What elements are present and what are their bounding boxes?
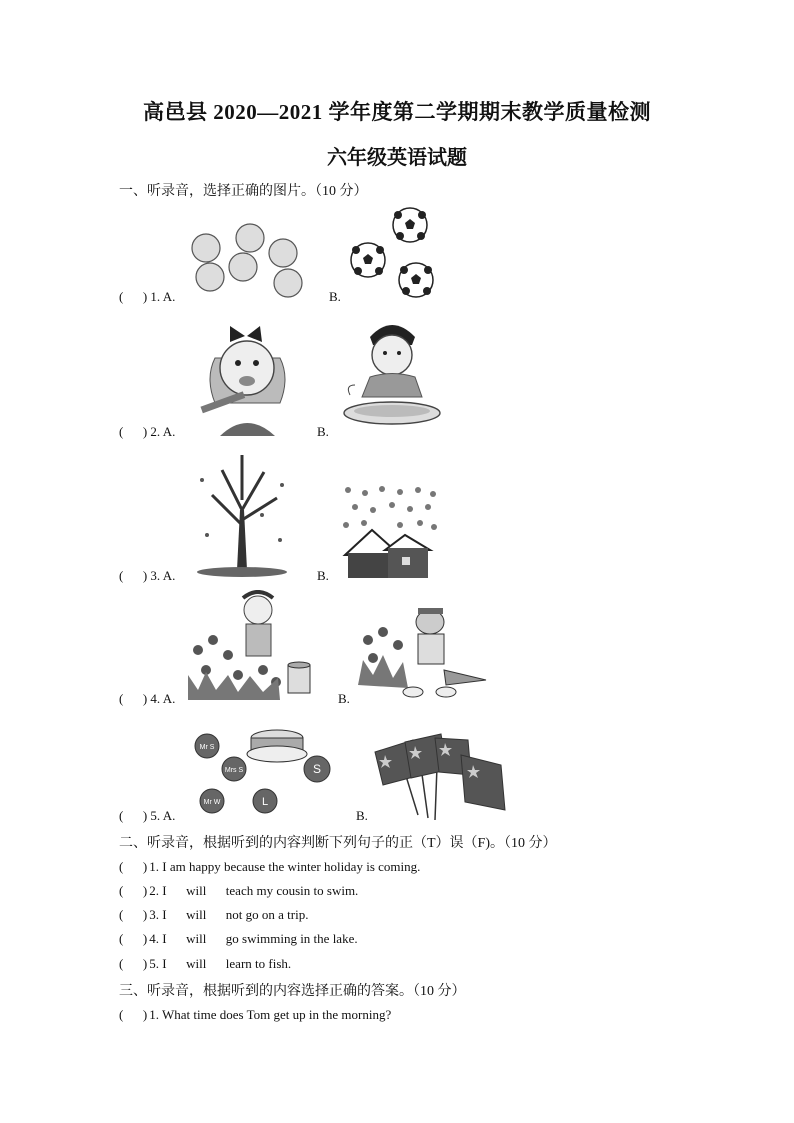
boy-washing-face-image: [340, 315, 445, 435]
q3-number: ( ) 3. A.: [119, 568, 176, 583]
exam-title: 高邑县 2020—2021 学年度第二学期期末教学质量检测: [143, 100, 651, 124]
p2-q5: [119, 956, 291, 972]
p2-q1-text: 1. I am happy because the winter holiday is coming.: [149, 859, 421, 874]
crocodile-planting-image: [358, 600, 488, 705]
q2-number: ( ) 2. A.: [119, 424, 176, 439]
q2-option-b: B.: [317, 424, 329, 439]
ball-label-5: L: [261, 796, 269, 808]
autumn-tree-image: [192, 450, 292, 583]
p2-q4-text: 4. I will go swimming in the lake.: [149, 931, 358, 946]
ball-label-1: Mr S: [199, 744, 215, 751]
p2-q4: [119, 931, 358, 947]
q3-row: [119, 568, 175, 584]
girl-watering-flowers-image: [188, 590, 318, 707]
snowy-house-image: [340, 485, 440, 585]
p2-q5-text: 5. I will learn to fish.: [149, 956, 292, 971]
p3-q1: [119, 1007, 391, 1023]
girl-brushing-teeth-image: [195, 318, 300, 441]
p2-q3-text: 3. I will not go on a trip.: [149, 907, 309, 922]
q5-row: [119, 808, 175, 824]
p2-q3: [119, 907, 309, 923]
q3-option-b: B.: [317, 568, 329, 583]
q4-option-b: B.: [338, 691, 350, 706]
p2-q1-paren: ( ): [119, 859, 148, 874]
flags-image: [373, 730, 508, 827]
ball-label-2: Mrs S: [224, 767, 244, 774]
p3-q1-text: 1. What time does Tom get up in the morning?: [149, 1007, 392, 1022]
ball-label-3: S: [312, 762, 322, 776]
part3-heading: 三、听录音，根据听到的内容选择正确的答案。（10 分）: [119, 984, 466, 999]
p2-q3-paren: ( ): [119, 907, 148, 922]
q1-row: [119, 289, 175, 305]
part2-heading: 二、听录音，根据听到的内容判断下列句子的正（T）误（F)。（10 分）: [119, 836, 557, 851]
q5-number: ( ) 5. A.: [119, 808, 176, 823]
soccer-balls-image: [348, 205, 438, 305]
q1-number: ( ) 1. A.: [119, 289, 176, 304]
p2-q2-paren: ( ): [119, 883, 148, 898]
part1-heading: 一、听录音，选择正确的图片。（10 分）: [119, 184, 368, 199]
exam-subtitle: 六年级英语试题: [327, 147, 467, 169]
q4-number: ( ) 4. A.: [119, 691, 176, 706]
q2-row: [119, 424, 175, 440]
p2-q2: [119, 883, 358, 899]
p2-q2-text: 2. I will teach my cousin to swim.: [149, 883, 359, 898]
p2-q4-paren: ( ): [119, 931, 148, 946]
ping-pong-balls-image: [188, 220, 308, 305]
cake-and-balls-image: [192, 716, 332, 821]
q1-option-b: B.: [329, 289, 341, 304]
p2-q1: [119, 859, 420, 875]
q4-row: [119, 691, 175, 707]
p2-q5-paren: ( ): [119, 956, 148, 971]
q5-option-b: B.: [356, 808, 368, 823]
p3-q1-paren: ( ): [119, 1007, 148, 1022]
ball-label-4: Mr W: [203, 799, 221, 806]
